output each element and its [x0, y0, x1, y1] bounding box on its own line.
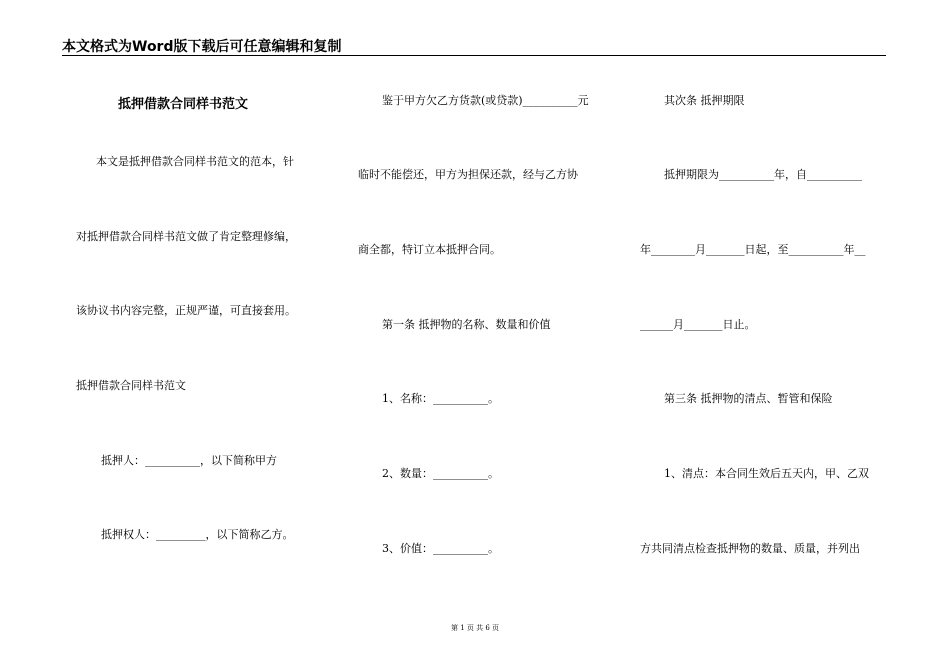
- col3-paragraph-6: 1、清点：本合同生效后五天内，甲、乙双: [664, 467, 869, 480]
- col2-paragraph-7: 3、价值：__________。: [382, 542, 499, 555]
- col2-paragraph-4: 第一条 抵押物的名称、数量和价值: [382, 318, 551, 331]
- page-number: 第 1 页 共 6 页: [450, 624, 500, 632]
- col3-paragraph-7: 方共同清点检查抵押物的数量、质量，并列出: [640, 542, 860, 555]
- col1-paragraph-6: 抵押权人：_________，以下简称乙方。: [101, 528, 294, 541]
- col3-paragraph-4: ______月_______日止。: [640, 318, 756, 331]
- col1-paragraph-4: 抵押借款合同样书范文: [76, 379, 186, 392]
- col2-paragraph-1: 鉴于甲方欠乙方货款(或贷款)__________元: [382, 94, 589, 107]
- col1-paragraph-1: 本文是抵押借款合同样书范文的范本，针: [96, 155, 294, 168]
- col3-paragraph-1: 其次条 抵押期限: [664, 94, 745, 107]
- document-title: 抵押借款合同样书范文: [118, 97, 249, 112]
- col2-paragraph-2: 临时不能偿还，甲方为担保还款，经与乙方协: [358, 168, 578, 181]
- col2-paragraph-6: 2、数量：__________。: [382, 467, 499, 480]
- col3-paragraph-3: 年________月_______日起，至__________年__: [640, 243, 866, 256]
- document-header: 本文格式为Word版下载后可任意编辑和复制: [62, 39, 342, 55]
- col3-paragraph-5: 第三条 抵押物的清点、暂管和保险: [664, 392, 833, 405]
- col2-paragraph-5: 1、名称：__________。: [382, 392, 499, 405]
- col3-paragraph-2: 抵押期限为__________年，自__________: [664, 168, 862, 181]
- col2-paragraph-3: 商全都，特订立本抵押合同。: [358, 243, 501, 256]
- col1-paragraph-5: 抵押人：__________，以下简称甲方: [101, 454, 277, 467]
- col1-paragraph-3: 该协议书内容完整，正规严谨，可直接套用。: [76, 304, 296, 317]
- col1-paragraph-2: 对抵押借款合同样书范文做了肯定整理修编，: [76, 230, 296, 243]
- header-divider: [62, 55, 886, 56]
